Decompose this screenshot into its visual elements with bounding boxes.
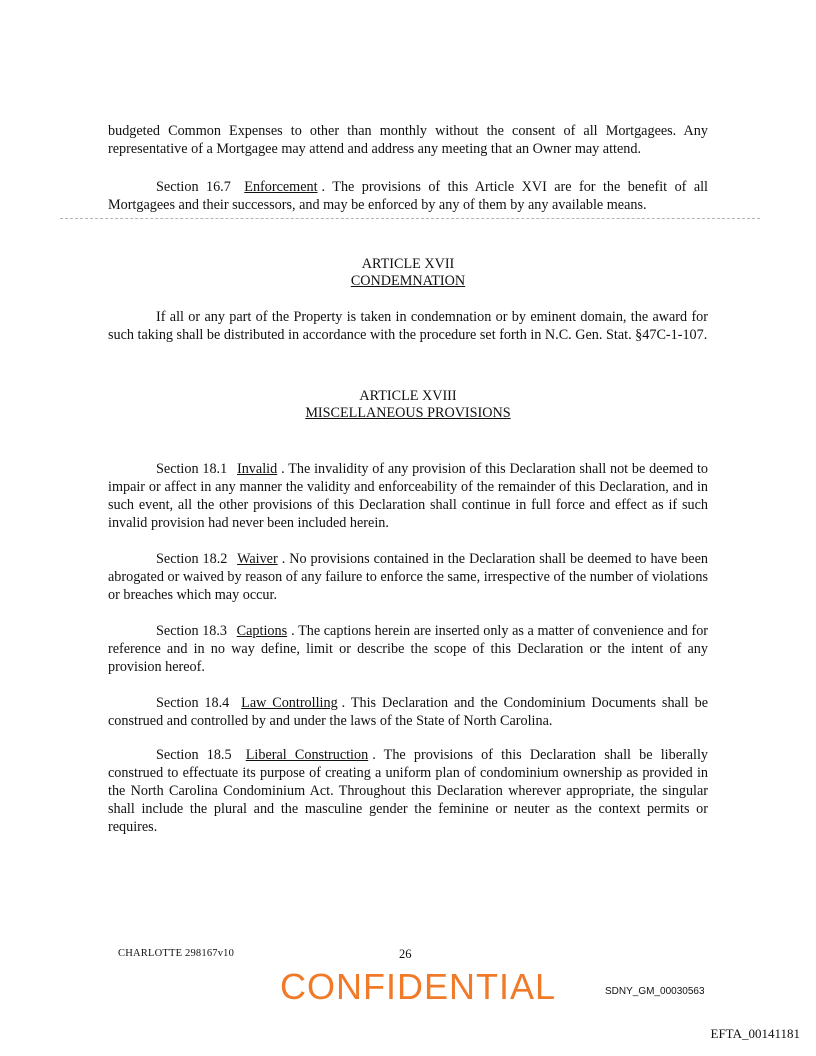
section-number: Section 18.2 [156, 551, 228, 567]
section-18-1: Section 18.1 Invalid . The invalidity of any provision of this Declaration shall not be deemed to impair or affect in any manner the validity and enforceability of the remainder of this Declaration, and in such event, all the other provisions of this Declaration shall continue in full force and effect as if such invalid provision had never been included herein. [108, 461, 709, 531]
article-title: ARTICLE XVIII [359, 388, 457, 404]
article-subtitle: CONDEMNATION [350, 273, 466, 289]
section-title: Law Controlling [241, 695, 338, 711]
section-text: The invalidity of any provision of this Declaration shall not be deemed to impair or affect in any manner the validity and enforceability of the remainder of this Declaration, and in such event, all the other provisions of this Declaration shall continue in full force and effect as if such invalid provision had never been included herein. [108, 461, 709, 531]
bates-number: SDNY_GM_00030563 [605, 986, 705, 997]
section-18-5: Section 18.5 Liberal Construction . The provisions of this Declaration shall be liberally construed to effectuate its purpose of creating a uniform plan of condominium ownership as provided in the North Carolina Condominium Act. Throughout this Declaration wherever appropriate, the singular shall include the plural and the masculine gender the feminine or neuter as the context permits or requires. [108, 747, 709, 835]
page-number: 26 [399, 947, 412, 961]
section-text: The provisions of this Declaration shall be liberally construed to effectuate its purpose of creating a uniform plan of condominium ownership as provided in the North Carolina Condominium Act. Throughout this Declaration wherever appropriate, the singular shall include the plural and the masculine gender the feminine or neuter as the context permits or requires. [108, 747, 709, 835]
section-text: The provisions of this Article XVI are for the benefit of all Mortgagees and their successors, and may be enforced by any of them by any available means. [108, 179, 709, 213]
article-17-heading [0, 256, 816, 290]
section-title: Waiver [237, 551, 278, 567]
section-number: Section 18.1 [156, 461, 228, 477]
article-17-paragraph: If all or any part of the Property is taken in condemnation or by eminent domain, the award for such taking shall be distributed in accordance with the procedure set forth in N.C. Gen. Stat. §47C-1-107. [108, 309, 708, 343]
section-number: Section 18.5 [156, 747, 232, 763]
section-number: Section 16.7 [156, 179, 231, 195]
section-18-3: Section 18.3 Captions . The captions herein are inserted only as a matter of convenience and for reference and in no way define, limit or describe the scope of this Declaration or the intent of any provision hereof. [108, 623, 709, 675]
top-paragraph-block [108, 122, 708, 158]
top-paragraph: budgeted Common Expenses to other than monthly without the consent of all Mortgagees. Any representative of a Mortgagee may attend and address any meeting that an Owner may attend. [108, 123, 708, 157]
section-text: The captions herein are inserted only as a matter of convenience and for reference and in no way define, limit or describe the scope of this Declaration or the intent of any provision hereof. [108, 623, 709, 675]
page-divider [60, 218, 760, 219]
section-title: Captions [236, 623, 288, 639]
section-18-4: Section 18.4 Law Controlling . This Declaration and the Condominium Documents shall be construed and controlled by and under the laws of the State of North Carolina. [108, 695, 708, 729]
confidential-stamp: CONFIDENTIAL [279, 966, 557, 1007]
section-text: No provisions contained in the Declaration shall be deemed to have been abrogated or waived by reason of any failure to enforce the same, irrespective of the number of violations or breaches which may occur. [108, 551, 708, 603]
document-id: CHARLOTTE 298167v10 [118, 948, 235, 959]
section-title: Liberal Construction [245, 747, 369, 763]
section-18-2: Section 18.2 Waiver . No provisions contained in the Declaration shall be deemed to have been abrogated or waived by reason of any failure to enforce the same, irrespective of the number of violations or breaches which may occur. [108, 551, 708, 603]
section-16-7: Section 16.7 Enforcement . The provisions of this Article XVI are for the benefit of all Mortgagees and their successors, and may be enforced by any of them by any available means. [108, 179, 709, 213]
section-title: Enforcement [244, 179, 318, 195]
article-18-heading [0, 388, 816, 422]
section-title: Invalid [236, 461, 278, 477]
article-title: ARTICLE XVII [361, 256, 455, 272]
section-text: This Declaration and the Condominium Documents shall be construed and controlled by and under the laws of the State of North Carolina. [108, 695, 708, 729]
article-subtitle: MISCELLANEOUS PROVISIONS [305, 405, 511, 421]
section-number: Section 18.4 [156, 695, 230, 711]
efta-number: EFTA_00141181 [710, 1026, 800, 1041]
section-number: Section 18.3 [156, 623, 228, 639]
